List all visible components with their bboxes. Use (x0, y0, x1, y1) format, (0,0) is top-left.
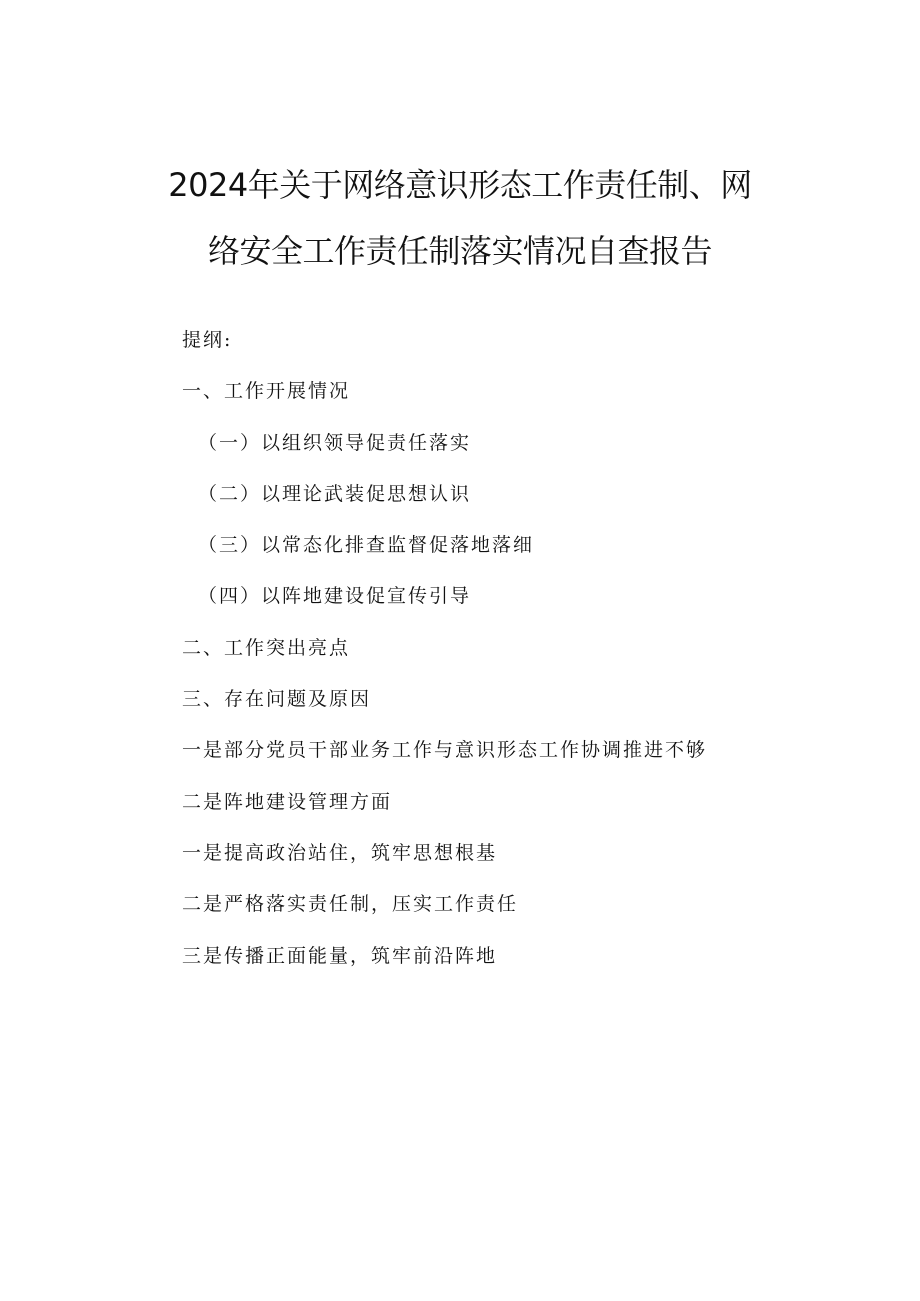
title-line-1: 2024年关于网络意识形态工作责任制、网 (168, 166, 752, 204)
outline-item-measure-3: 三是传播正面能量，筑牢前沿阵地 (182, 944, 498, 967)
outline-item-measure-2: 二是严格落实责任制，压实工作责任 (182, 893, 519, 916)
outline-section-3: 三、存在问题及原因 (182, 688, 372, 711)
outline-subsection-1-2: （二）以理论武装促思想认识 (198, 482, 472, 505)
outline-item-problem-1: 一是部分党员干部业务工作与意识形态工作协调推进不够 (182, 739, 708, 762)
outline-section-1: 一、工作开展情况 (182, 380, 351, 403)
outline-list (182, 323, 862, 990)
outline-section-2: 二、工作突出亮点 (182, 636, 351, 659)
outline-subsection-1-3: （三）以常态化排查监督促落地落细 (198, 534, 535, 557)
outline-subsection-1-1: （一）以组织领导促责任落实 (198, 431, 472, 454)
outline-item-measure-1: 一是提高政治站住，筑牢思想根基 (182, 841, 498, 864)
title-line-2: 络安全工作责任制落实情况自查报告 (207, 232, 712, 270)
outline-subsection-1-4: （四）以阵地建设促宣传引导 (198, 585, 472, 608)
outline-item-problem-2: 二是阵地建设管理方面 (182, 790, 393, 813)
document-title (100, 152, 820, 284)
outline-heading: 提纲: (182, 329, 233, 351)
